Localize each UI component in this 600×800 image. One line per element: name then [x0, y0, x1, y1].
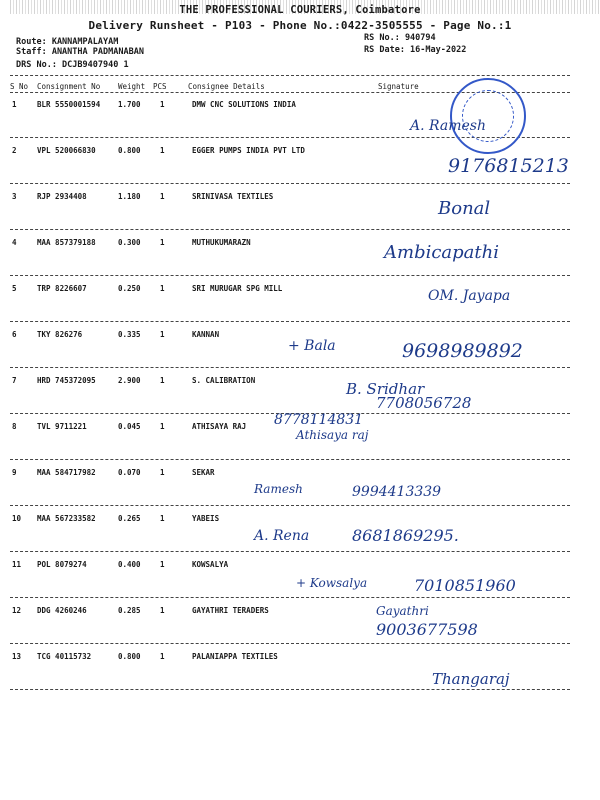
signature-row-8: Athisaya raj [296, 428, 369, 442]
signature-row-7: B. Sridhar [346, 380, 425, 398]
cell-consignment-number: TCG 40115732 [37, 652, 92, 661]
cell-consignee-details: KANNAN [192, 330, 220, 339]
column-header-weight: Weight [118, 82, 146, 91]
row-separator [10, 321, 570, 322]
cell-consignee-details: ATHISAYA RAJ [192, 422, 247, 431]
cell-pcs: 1 [160, 100, 165, 109]
drs-field: DRS No.: DCJB9407940 1 [16, 60, 129, 70]
cell-weight: 0.070 [118, 468, 141, 477]
cell-weight: 0.400 [118, 560, 141, 569]
cell-consignment-number: VPL 520066830 [37, 146, 96, 155]
cell-consignment-number: RJP 2934408 [37, 192, 87, 201]
cell-consignee-details: EGGER PUMPS INDIA PVT LTD [192, 146, 305, 155]
phone-row-6: 9698989892 [402, 340, 523, 362]
cell-pcs: 1 [160, 422, 165, 431]
rs-date-field: RS Date: 16-May-2022 [364, 45, 467, 55]
signature-row-9: Ramesh [254, 482, 303, 496]
phone-row-11: 7010851960 [414, 576, 516, 595]
signature-row-10: A. Rena [254, 528, 310, 544]
row-separator [10, 597, 570, 598]
cell-weight: 1.700 [118, 100, 141, 109]
cell-sno: 13 [12, 652, 22, 661]
cell-sno: 2 [12, 146, 17, 155]
cell-consignee-details: SRINIVASA TEXTILES [192, 192, 274, 201]
cell-sno: 1 [12, 100, 17, 109]
cell-pcs: 1 [160, 560, 165, 569]
row-separator [10, 367, 570, 368]
cell-pcs: 1 [160, 284, 165, 293]
cell-sno: 4 [12, 238, 17, 247]
cell-pcs: 1 [160, 514, 165, 523]
cell-pcs: 1 [160, 330, 165, 339]
document-title: THE PROFESSIONAL COURIERS, Coimbatore [179, 4, 421, 16]
cell-weight: 0.285 [118, 606, 141, 615]
phone-row-12: 9003677598 [376, 620, 478, 639]
column-header-pcs: PCS [153, 82, 167, 91]
signature-row-6: + Bala [288, 338, 336, 354]
office-stamp [450, 78, 526, 154]
cell-sno: 8 [12, 422, 17, 431]
cell-consignment-number: HRD 745372095 [37, 376, 96, 385]
cell-sno: 10 [12, 514, 22, 523]
cell-sno: 3 [12, 192, 17, 201]
column-header-sno: S No [10, 82, 29, 91]
row-separator [10, 275, 570, 276]
cell-consignment-number: MAA 857379188 [37, 238, 96, 247]
cell-weight: 0.045 [118, 422, 141, 431]
signature-row-12: Gayathri [376, 604, 429, 618]
signature-row-1: A. Ramesh [410, 118, 486, 134]
phone-row-2: 9176815213 [448, 155, 569, 177]
document-subtitle: Delivery Runsheet - P103 - Phone No.:0422-3505555 - Page No.:1 [88, 19, 512, 32]
cell-pcs: 1 [160, 238, 165, 247]
cell-sno: 7 [12, 376, 17, 385]
cell-consignee-details: S. CALIBRATION [192, 376, 256, 385]
cell-weight: 0.250 [118, 284, 141, 293]
office-stamp-inner-ring [462, 90, 514, 142]
cell-sno: 9 [12, 468, 17, 477]
signature-row-3: Bonal [438, 198, 491, 219]
cell-consignment-number: MAA 567233582 [37, 514, 96, 523]
row-separator [10, 643, 570, 644]
cell-consignment-number: TVL 9711221 [37, 422, 87, 431]
cell-consignment-number: TRP 8226607 [37, 284, 87, 293]
phone-row-7: 7708056728 [376, 394, 472, 412]
row-separator [10, 229, 570, 230]
cell-consignee-details: GAYATHRI TERADERS [192, 606, 269, 615]
signature-row-5: OM. Jayapa [428, 288, 511, 304]
cell-consignee-details: DMW CNC SOLUTIONS INDIA [192, 100, 296, 109]
cell-consignment-number: TKY 826276 [37, 330, 83, 339]
cell-consignment-number: DDG 4260246 [37, 606, 87, 615]
cell-weight: 0.335 [118, 330, 141, 339]
signature-row-13: Thangaraj [432, 670, 510, 688]
cell-consignee-details: SRI MURUGAR SPG MILL [192, 284, 283, 293]
cell-consignee-details: SEKAR [192, 468, 215, 477]
cell-pcs: 1 [160, 376, 165, 385]
cell-pcs: 1 [160, 652, 165, 661]
cell-sno: 12 [12, 606, 22, 615]
cell-pcs: 1 [160, 192, 165, 201]
cell-consignee-details: YABEIS [192, 514, 220, 523]
cell-consignment-number: BLR 5550001594 [37, 100, 101, 109]
cell-consignee-details: PALANIAPPA TEXTILES [192, 652, 278, 661]
column-header-consignee: Consignee Details [188, 82, 265, 91]
row-separator [10, 551, 570, 552]
header-rule-top [10, 75, 570, 76]
row-separator [10, 183, 570, 184]
cell-weight: 0.265 [118, 514, 141, 523]
phone-row-10: 8681869295. [352, 526, 459, 545]
cell-weight: 0.800 [118, 652, 141, 661]
cell-weight: 2.900 [118, 376, 141, 385]
column-header-consignment: Consignment No [37, 82, 101, 91]
cell-consignment-number: MAA 584717982 [37, 468, 96, 477]
row-separator [10, 459, 570, 460]
cell-weight: 0.300 [118, 238, 141, 247]
cell-sno: 11 [12, 560, 22, 569]
phone-row-9: 9994413339 [352, 484, 442, 500]
cell-sno: 5 [12, 284, 17, 293]
cell-weight: 0.800 [118, 146, 141, 155]
cell-pcs: 1 [160, 468, 165, 477]
phone-row-8: 8778114831 [274, 412, 364, 428]
cell-pcs: 1 [160, 146, 165, 155]
cell-pcs: 1 [160, 606, 165, 615]
signature-row-4: Ambicapathi [384, 242, 499, 263]
cell-sno: 6 [12, 330, 17, 339]
row-separator [10, 505, 570, 506]
row-separator [10, 689, 570, 690]
cell-consignee-details: KOWSALYA [192, 560, 229, 569]
route-field: Route: KANNAMPALAYAM [16, 37, 119, 47]
column-header-signature: Signature [378, 82, 419, 91]
staff-field: Staff: ANANTHA PADMANABAN [16, 47, 144, 57]
cell-consignment-number: POL 8079274 [37, 560, 87, 569]
cell-consignee-details: MUTHUKUMARAZN [192, 238, 251, 247]
signature-row-11: + Kowsalya [296, 576, 368, 590]
rs-number-field: RS No.: 940794 [364, 33, 436, 43]
cell-weight: 1.180 [118, 192, 141, 201]
